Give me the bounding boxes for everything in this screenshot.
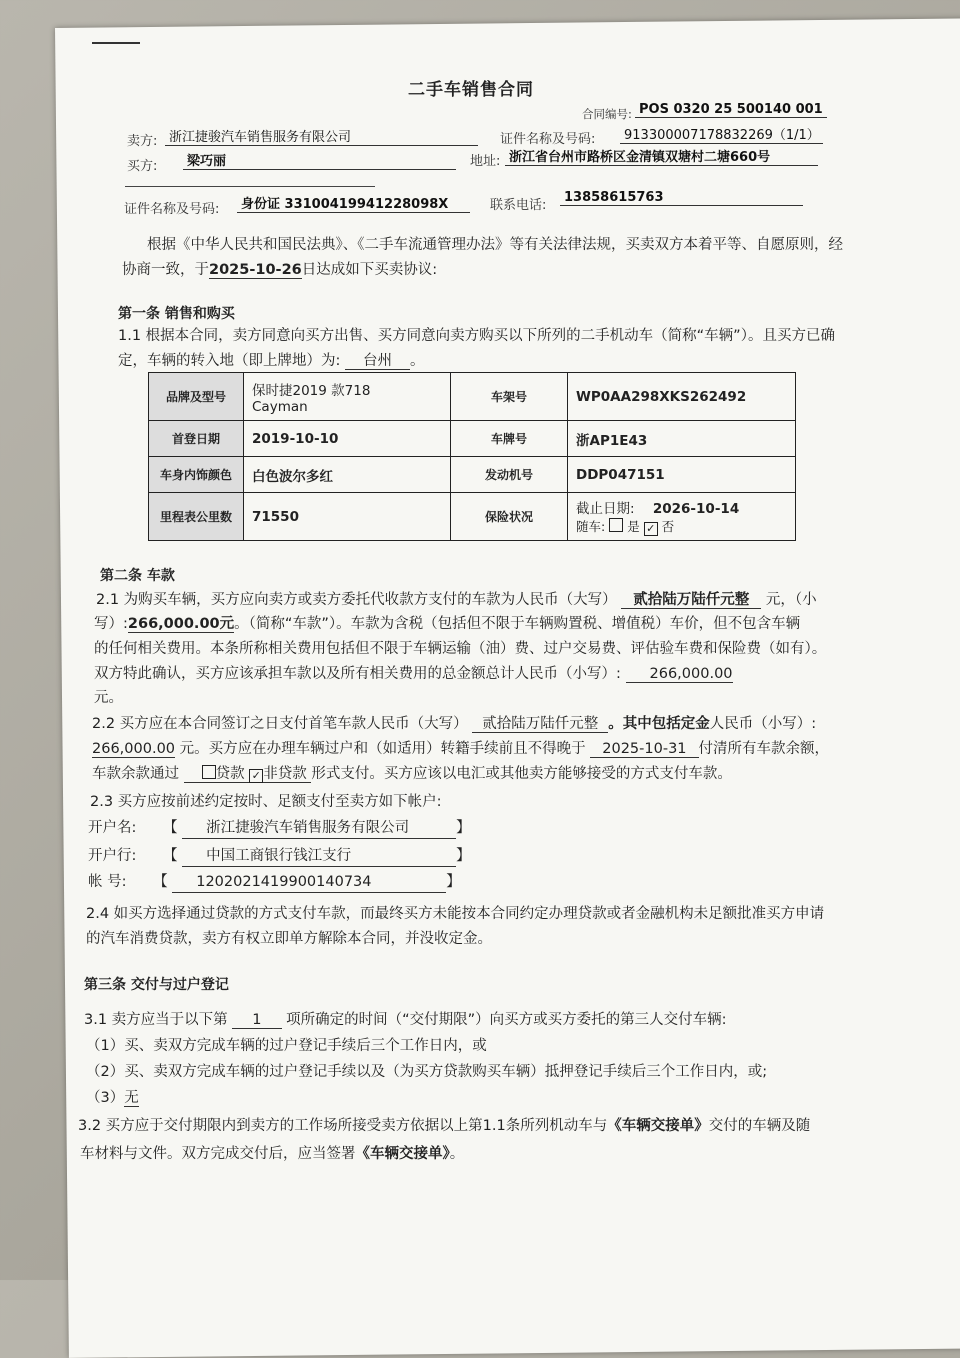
text: 。（简称“车款”）。车款为含税（包括但不限于车辆购置税、增值税）车价，但不包含车辆	[234, 616, 801, 632]
text: 3.1 卖方应当于以下第	[84, 1012, 228, 1028]
art2-p21-line2	[94, 614, 864, 634]
delivery-option-1: （1）买、卖双方完成车辆的过户登记手续后三个工作日内，或	[86, 1038, 487, 1054]
buyer-phone: 13858615763	[560, 190, 803, 206]
mileage-value: 71550	[244, 493, 451, 541]
article3-heading: 第三条 交付与过户登记	[84, 977, 229, 993]
brand-label: 品牌及型号	[149, 373, 244, 421]
account-name-label: 开户名:	[88, 820, 137, 836]
plate-label: 车牌号	[451, 421, 568, 457]
art2-p24-line1: 2.4 如买方选择通过贷款的方式支付车款，而最终买方未能按本合同约定办理贷款或者金融机构未足额批准买方申请	[86, 906, 825, 922]
price-in-words: 贰拾陆万陆仟元整	[621, 592, 761, 609]
engine-value: DDP047151	[568, 457, 796, 493]
bracket: 【	[163, 820, 178, 836]
table-row	[149, 457, 796, 493]
art3-p32-line1	[78, 1116, 848, 1136]
destination-city: 台州	[345, 353, 410, 370]
handover-form: 《车辆交接单》	[355, 1146, 450, 1162]
art3-p32-line2	[80, 1144, 850, 1164]
bracket: 【	[153, 874, 168, 890]
no-label: 否	[661, 519, 675, 534]
text: 车款余款通过	[92, 766, 179, 782]
contract-no: POS 0320 25 500140 001	[635, 102, 827, 118]
art2-p21-line5: 元。	[94, 690, 123, 706]
buyer-id: 身份证 33100419941228098X	[237, 193, 470, 213]
payment-deadline: 2025-10-31	[590, 741, 698, 758]
with-car-label: 随车:	[576, 519, 606, 534]
bracket: 】	[456, 820, 471, 836]
buyer-label: 买方:	[127, 159, 158, 174]
buyer-address: 浙江省台州市路桥区金清镇双塘村二塘660号	[505, 146, 818, 166]
agreement-date: 2025-10-26	[209, 262, 302, 278]
article1-heading: 第一条 销售和购买	[118, 306, 235, 322]
text: （3）	[86, 1090, 125, 1106]
yes-label: 是	[627, 519, 640, 534]
account-number: 1202021419900140734	[172, 872, 446, 893]
seller-id: 913300007178832269（1/1）	[620, 124, 823, 144]
text: 交付的车辆及随	[708, 1118, 811, 1134]
option-3-value: 无	[124, 1090, 139, 1106]
color-value: 白色波尔多红	[244, 457, 451, 493]
first-payment-words: 贰拾陆万陆仟元整	[472, 716, 608, 733]
expiry-label: 截止日期:	[576, 501, 635, 517]
brand-line1: 保时捷2019 款718	[252, 382, 371, 399]
art2-p21-line3: 的任何相关费用。本条所称相关费用包括但不限于车辆运输（油）费、过户交易费、评估验车费和保险费（如有）。	[94, 641, 827, 657]
art2-p22-line2	[92, 739, 862, 759]
seller-id-label: 证件名称及号码:	[500, 132, 596, 147]
text: 人民币（小写）:	[709, 716, 817, 732]
bracket: 】	[446, 874, 461, 890]
phone-label: 联系电话:	[490, 198, 547, 213]
text: 项所确定的时间（“交付期限”）向买方或买方委托的第三人交付车辆:	[286, 1012, 727, 1028]
bank-label: 开户行:	[88, 848, 137, 864]
delivery-option-2: （2）买、卖双方完成车辆的过户登记手续以及（为买方贷款购买车辆）抵押登记手续后三个工作日内，或;	[86, 1064, 768, 1080]
reg-date-value: 2019-10-10	[244, 421, 451, 457]
with-car	[576, 517, 787, 536]
blank-line	[125, 186, 375, 187]
art1-p2	[118, 351, 888, 371]
brand-value	[244, 373, 451, 421]
buyer-id-label: 证件名称及号码:	[124, 202, 220, 217]
art1-p2-text: 定，车辆的转入地（即上牌地）为:	[118, 353, 341, 369]
mileage-label: 里程表公里数	[149, 493, 244, 541]
insurance-value	[568, 493, 796, 541]
vin-label: 车架号	[451, 373, 568, 421]
brand-line2: Cayman	[252, 398, 308, 415]
text: 写）:	[94, 616, 128, 632]
bank-name: 中国工商银行钱江支行	[182, 846, 456, 867]
deposit-text: 。其中包括定金	[608, 716, 710, 732]
art2-p21-line4	[94, 664, 864, 684]
no-checkbox[interactable]: ✓	[644, 522, 658, 536]
handover-form: 《车辆交接单》	[607, 1118, 709, 1134]
account-no-label: 帐 号:	[88, 874, 127, 890]
insurance-expiry	[576, 497, 787, 517]
insurance-label: 保险状况	[451, 493, 568, 541]
text: 车材料与文件。双方完成交付后，应当签署	[80, 1146, 356, 1162]
loan-label: 贷款	[215, 766, 245, 782]
top-mark	[92, 42, 140, 44]
bracket: 】	[456, 848, 471, 864]
preamble-text-end: 日达成如下买卖协议:	[301, 262, 438, 278]
text: 付清所有车款余额，	[698, 741, 830, 757]
nonloan-checkbox[interactable]: ✓	[249, 769, 263, 783]
text: 3.2 买方应于交付期限内到卖方的工作场所接受卖方依据以上第1.1条所列机动车与	[78, 1118, 608, 1134]
art3-p31	[84, 1010, 854, 1030]
table-row	[149, 373, 796, 421]
total-amount: 266,000.00	[626, 666, 733, 683]
engine-label: 发动机号	[451, 457, 568, 493]
preamble-line2	[122, 260, 892, 280]
account-name: 浙江捷骏汽车销售服务有限公司	[182, 818, 456, 839]
art1-p1: 1.1 根据本合同，卖方同意向买方出售、买方同意向卖方购买以下所列的二手机动车（简称“车辆”）。且买方已确	[118, 328, 835, 344]
text: 形式支付。买方应该以电汇或其他卖方能够接受的方式支付车款。	[311, 766, 732, 782]
delivery-option-number: 1	[232, 1012, 281, 1029]
contract-no-label: 合同编号:	[582, 107, 632, 121]
document-title: 二手车销售合同	[408, 80, 534, 100]
nonloan-label: 非贷款	[263, 766, 307, 782]
expiry-value: 2026-10-14	[652, 501, 740, 517]
text: 双方特此确认，买方应该承担车款以及所有相关费用的总金额总计人民币（小写）:	[94, 666, 621, 682]
account-no-row	[88, 872, 858, 893]
bank-row	[88, 846, 858, 867]
text: 2.1 为购买车辆，买方应向卖方或卖方委托代收款方支付的车款为人民币（大写）	[96, 592, 617, 608]
art2-p22-line1	[92, 714, 862, 734]
vehicle-info-table	[148, 372, 796, 541]
text: 元，（小	[765, 592, 817, 608]
article2-heading: 第二条 车款	[100, 568, 175, 584]
art2-p23: 2.3 买方应按前述约定按时、足额支付至卖方如下帐户:	[90, 794, 442, 810]
text: 2.2 买方应在本合同签订之日支付首笔车款人民币（大写）	[92, 716, 468, 732]
account-name-row	[88, 818, 858, 839]
yes-checkbox[interactable]	[609, 518, 623, 532]
table-row	[149, 493, 796, 541]
color-label: 车身内饰颜色	[149, 457, 244, 493]
preamble-text: 协商一致，于	[122, 262, 209, 278]
plate-value: 浙AP1E43	[568, 421, 796, 457]
art2-p22-line3	[92, 764, 862, 784]
seller-name: 浙江捷骏汽车销售服务有限公司	[165, 126, 478, 146]
payment-method	[184, 766, 312, 783]
text: 。	[449, 1146, 465, 1162]
seller-label: 卖方:	[127, 134, 158, 149]
preamble-line1: 根据《中华人民共和国民法典》、《二手车流通管理办法》等有关法律法规，买卖双方本着平等、自愿原则，经	[147, 237, 843, 253]
price-amount: 266,000.00元	[127, 616, 235, 632]
art2-p21-line1	[96, 590, 866, 610]
buyer-name: 梁巧丽	[183, 150, 456, 170]
loan-checkbox[interactable]	[202, 765, 216, 779]
reg-date-label: 首登日期	[149, 421, 244, 457]
text: 元。买方应在办理车辆过户和（如适用）转籍手续前且不得晚于	[179, 741, 586, 757]
art2-p24-line2: 的汽车消费贷款，卖方有权立即单方解除本合同，并没收定金。	[86, 931, 492, 947]
art1-p2-end: 。	[410, 353, 425, 369]
address-label: 地址:	[470, 154, 501, 169]
deposit-amount: 266,000.00	[92, 741, 176, 757]
vin-value: WP0AA298XKS262492	[568, 373, 796, 421]
table-row	[149, 421, 796, 457]
delivery-option-3	[86, 1088, 856, 1108]
bracket: 【	[163, 848, 178, 864]
